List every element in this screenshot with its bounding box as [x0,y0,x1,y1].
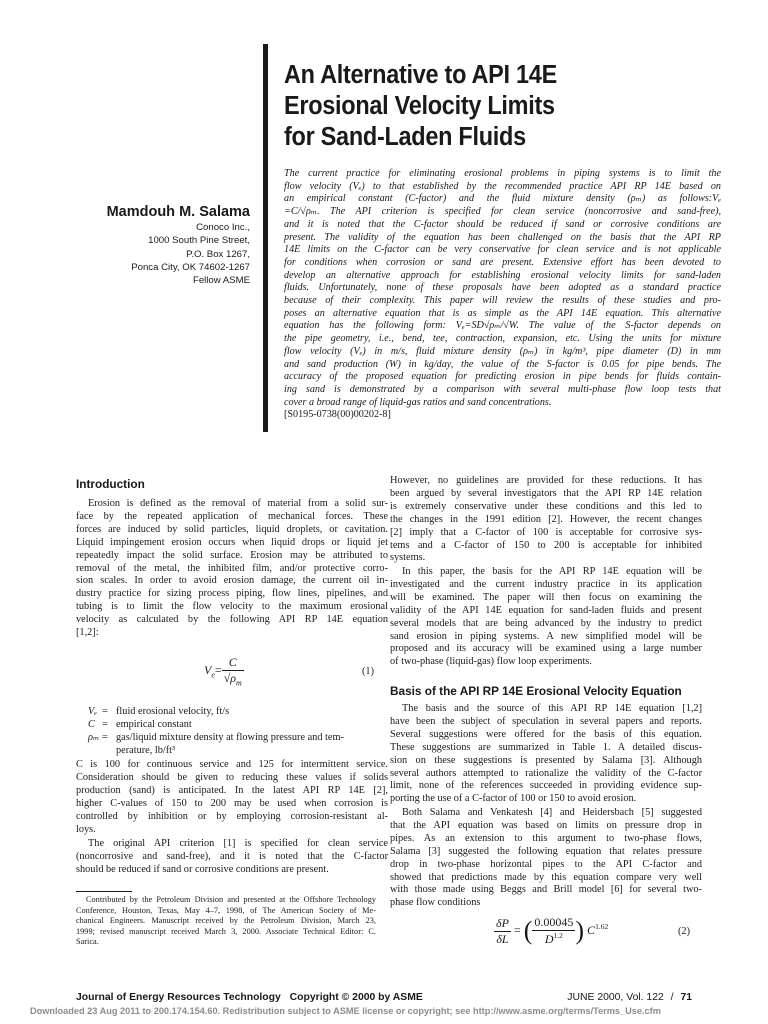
right-paragraph-1 [390,475,702,565]
eq2-inner-den-exp: 1.2 [553,931,563,940]
eq1-lhs: V [204,662,212,677]
text-line: C is 100 for continuous service and 125 for intermittent service. [76,759,388,770]
text-line: been argued by several investigators that the API RP 14E relation [390,487,702,499]
abstract-line: The current practice for eliminating erosional problems in piping systems is to limit the [284,168,721,179]
symbol-row [88,732,344,745]
abstract-line: the pipe geometry, i.e., bend, tee, contraction, expansion, etc. Using the units for mixture [284,333,721,345]
abstract-line: for conditions when corrosion or sand are present. Extensive effort has been devoted to [284,256,721,268]
footnote-rule [76,891,132,892]
page-number: 71 [680,992,692,1003]
text-line: several models that are being advanced by the industry to predict [390,617,702,629]
eq2-lhs-denominator: δL [496,931,509,946]
symbol-definition: fluid erosional velocity, ft/s [116,706,230,717]
title-rule [263,44,268,432]
eq1-lhs-sub: e [211,670,215,680]
eq1-den-base: √ρ [223,671,237,685]
text-line: pipes. As an extension to this argument to two-phase flows, [390,832,702,844]
introduction-heading: Introduction [76,477,145,491]
text-line: The original API criterion [1] is specified for clean service [88,838,388,849]
affiliation-line: Ponca City, OK 74602-1267 [131,261,250,273]
eq2-lhs-numerator: δP [496,915,509,930]
eq2-rhs: C [587,922,596,937]
doi-identifier: [S0195-0738(00)00202-8] [284,409,391,421]
eq2-inner-numerator: 0.00045 [534,915,574,929]
affiliation-line: 1000 South Pine Street, [148,235,250,247]
text-line: validity of the API 14E equation for sand-laden fluids and present [390,604,702,616]
text-line: velocity as calculated by the following API RP 14E equation [76,614,388,626]
abstract-line: and sand production (W) in kg/day, the value of the S-factor is 0.05 for pipe bends. The [284,358,721,370]
eq1-numerator: C [222,655,244,671]
text-line: limit, none of the references succeeded in providing evidence sup- [390,780,702,792]
text-line: higher C-values of 150 to 200 may be used when corrosion is [76,797,388,809]
journal-footer [76,992,692,1003]
abstract [284,168,721,422]
abstract-line: flow velocity (Vₑ) to that established by the recommended practice API RP 14E based on [284,180,721,192]
intro-paragraph-2 [76,759,388,836]
text-line: removal of the metal, the inhibited film, and/or protective corro- [76,562,388,574]
eq2-inner-den-base: D [544,932,554,946]
affiliation-line: P.O. Box 1267, [186,248,250,260]
text-line: several authors attempted to rationalize the validity of the C-factor [390,767,702,779]
text-line: tems and a C-factor of 150 to 200 is acceptable for inhibited [390,539,702,551]
title-line: for Sand-Laden Fluids [284,123,526,151]
text-line: Erosion is defined as the removal of material from a solid sur- [88,498,388,509]
symbol: ρₘ [88,731,100,743]
symbol-equals: = [102,706,108,717]
text-line: forces are induced by solid particles, liquid droplets, or cavitation. [76,523,388,535]
symbol-definitions [88,706,344,758]
eq2-equals: = [513,922,521,937]
intro-paragraph-3 [76,838,388,877]
basis-heading: Basis of the API RP 14E Erosional Velocity Equation [390,684,682,698]
equation-1-number: (1) [362,666,375,677]
text-line: Several suggestions were offered for the basis of this equation. [390,728,702,740]
footnote-line: chanical Engineers. Manuscript received by the Petroleum Division, March 23, [76,916,376,926]
text-line: face by the repeated application of mechanical forces. These [76,510,388,522]
abstract-line: equation has the following form: Vₑ=SD√ρₘ/√W. The value of the S-factor depends on [284,320,721,332]
equation-2-number: (2) [678,926,691,937]
text-line: controlled by inhibition or by employing corrosion-resistant al- [76,810,388,822]
abstract-line: poses an alternative equation that is as simple as the API 14E equation. This alternative [284,307,721,319]
footnote-line: 1999; revised manuscript received March 3, 2000. Associate Technical Editor: C. [76,926,376,936]
abstract-line: because of their complexity. This paper will review the results of these studies and pro- [284,295,721,307]
symbol-row [88,745,344,758]
symbol-equals: = [102,718,108,730]
download-notice: Downloaded 23 Aug 2011 to 200.174.154.60. Redistribution subject to ASME license or copyright; see http://www.asme.org/terms/Terms_Use.cfm [30,1006,661,1016]
text-line: proposed and its accuracy will be examined using a large number [390,643,702,655]
abstract-line: ing sand is demonstrated by a comparison with several multi-phase flow loop tests that [284,383,721,395]
text-line: [1,2]: [76,627,99,639]
right-paragraph-4 [390,807,702,910]
intro-paragraph-1 [76,498,388,640]
symbol-row [88,706,344,719]
eq2-inner-fraction [532,915,575,947]
eq2-rhs-exp: 1.62 [595,921,609,931]
text-line: The basis and the source of this API RP 14E equation [1,2] [402,703,702,714]
footnote-line: Conference, Houston, Texas, May 4–7, 1998, of The American Society of Me- [76,905,376,915]
text-line: production (sand) is anticipated. In the latest API RP 14E [2], [76,784,388,796]
eq1-equals: = [214,662,222,677]
text-line: tubing is to limit the flow velocity to the maximum erosional [76,601,388,613]
text-line: loys. [76,823,96,835]
author-name: Mamdouh M. Salama [106,204,250,220]
symbol-definition: gas/liquid mixture density at flowing pressure and tem- [116,731,344,743]
symbol: C [88,718,95,730]
text-line: These suggestions are summarized in Table 1. A detailed discus- [390,741,702,753]
eq2-lhs-fraction [494,916,511,947]
eq2-left-paren: ( [523,916,533,945]
abstract-line: present. The validity of the equation has been challenged on the basis that the API RP [284,231,721,243]
abstract-line: accuracy of the proposed equation for predicting erosion in pipe bends for fluids contain- [284,371,721,383]
abstract-line: flow velocity (Vₑ) in m/s, fluid mixture density (ρₘ) in kg/m³, pipe diameter (D) in mm [284,345,721,357]
eq1-den-sub: m [236,678,242,688]
footnote [76,895,376,948]
text-line: is extremely conservative under these conditions and this led to [390,500,702,512]
symbol-definition: empirical constant [116,718,192,730]
eq1-denominator [222,671,244,687]
text-line: drop in two-phase horizontal pipes to the API C-factor and [390,858,702,870]
eq1-fraction [222,655,244,687]
text-line: Salama [3] suggested the following equation that relates pressure [390,845,702,857]
text-line: should be reduced if sand or corrosive conditions are present. [76,863,329,875]
abstract-line: 14E limits on the C-factor can be very conservative for clean service and is not applicable [284,244,721,256]
text-line: with those made using Beggs and Brill model [6] for several two- [390,884,702,896]
footnote-line: Contributed by the Petroleum Division and presented at the Offshore Technology [86,895,376,904]
text-line: of two-phase (liquid-gas) flow loop experiments. [390,656,592,668]
symbol: Vₑ [88,706,97,717]
text-line: systems. [390,552,426,564]
symbol-definition: perature, lb/ft³ [116,744,176,756]
symbol-row [88,719,344,732]
text-line: that the API equation was based on limits on pressure drop in [390,819,702,831]
equation-1 [204,655,244,687]
text-line: repeatedly impact the solid surface. Erosion may be attributed to [76,549,388,561]
text-line: Both Salama and Venkatesh [4] and Heidersbach [5] suggested [402,807,702,818]
text-line: [2] imply that a C-factor of 100 is acceptable for corrosive sys- [390,526,702,538]
text-line: showed that predictions made by this equation compare very well [390,871,702,883]
text-line: sion on these suggestions is presented by Salama [3]. Although [390,754,702,766]
text-line: dustry practice for sizing process piping, flow lines, pipelines, and [76,588,388,600]
text-line: porting the use of a C-factor of 100 or 150 to avoid erosion. [390,793,637,805]
abstract-line: fluids. Unfortunately, none of these proposals have been adopted as a standard practice [284,282,721,294]
affiliation-line: Conoco Inc., [196,222,250,233]
abstract-line: develop an alternative approach for establishing erosional velocity limits for sand-laden [284,269,721,281]
abstract-line: cover a broad range of liquid-gas ratios and sand concentrations. [284,396,552,408]
abstract-line: an empirical constant (C-factor) and the fluid mixture density (ρₘ) as follows:Vₑ [284,193,721,205]
text-line: Consideration should be given to reducing these values if solids [76,771,388,783]
text-line: In this paper, the basis for the API RP 14E equation will be [402,566,702,577]
symbol [88,745,102,758]
affiliation-line: Fellow ASME [192,275,250,287]
abstract-line: =C/√ρₘ. The API criterion is specified for clean service (noncorrosive and sand-free), [284,206,721,218]
title-line: Erosional Velocity Limits [284,92,555,120]
paper-title [284,60,689,153]
footnote-line: Sarica. [76,937,99,947]
issue-info: JUNE 2000, Vol. 122 [567,992,664,1003]
copyright-line: Copyright © 2000 by ASME [289,992,423,1003]
text-line: However, no guidelines are provided for these reductions. It has [390,475,702,486]
eq2-right-paren: ) [575,916,585,945]
eq2-inner-denominator [532,931,575,947]
author-block [60,203,250,287]
text-line: sion scales. In order to avoid erosion damage, the current oil in- [76,575,388,587]
text-line: the changes in the 1991 edition [2]. However, the recent changes [390,513,702,525]
text-line: have been the subject of speculation in several papers and reports. [390,715,702,727]
title-line: An Alternative to API 14E [284,61,557,89]
text-line: phase flow conditions [390,897,481,909]
footer-separator: / [670,992,674,1003]
symbol-equals: = [102,731,108,743]
right-paragraph-3 [390,703,702,806]
text-line: Liquid impingement erosion occurs when liquid drops or liquid jet [76,536,388,548]
issue-and-page [567,992,692,1003]
symbol-equals [102,745,116,758]
text-line: (noncorrosive and sand-free), and it is noted that the C-factor [76,850,388,862]
right-paragraph-2 [390,566,702,669]
journal-name: Journal of Energy Resources Technology [76,992,281,1003]
abstract-line: and it is noted that the C-factor should be reduced if sand or corrosive conditions are [284,218,721,230]
text-line: sand erosion in piping systems. A new simplified model will be [390,630,702,642]
text-line: will be examined. The paper will then focus on examining the [390,591,702,603]
equation-2 [494,915,608,947]
text-line: investigated and the current industry practice in its application [390,578,702,590]
